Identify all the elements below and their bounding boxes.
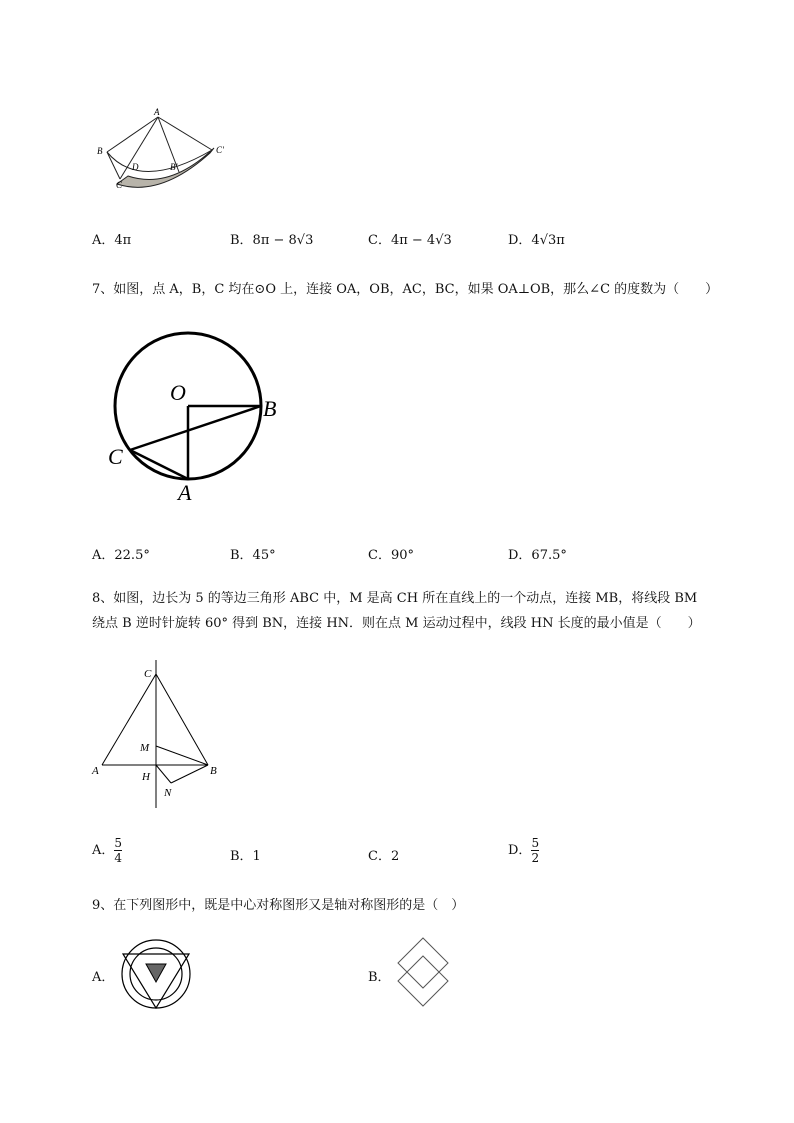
q6-label-c: C [116, 180, 123, 190]
q7-label-c: C [108, 444, 123, 469]
q8-question-line1: 8、如图，边长为 5 的等边三角形 ABC 中，M 是高 CH 所在直线上的一个动点，连接 MB，将线段 BM [92, 591, 698, 606]
q7-question: 7、如图，点 A，B，C 均在⊙O 上，连接 OA，OB，AC，BC，如果 OA⊥OB，那么∠C 的度数为（ ） [92, 282, 719, 297]
q7-option-a[interactable]: A．22.5° [92, 548, 150, 563]
q6-option-c[interactable]: C．4π − 4√3 [368, 233, 452, 248]
q9-figure-a-circle-triangle [120, 938, 192, 1010]
q7-figure [100, 320, 300, 505]
q8-question-line2: 绕点 B 逆时针旋转 60° 得到 BN，连接 HN．则在点 M 运动过程中，线段 HN 长度的最小值是（ ） [92, 616, 701, 631]
q8-option-b[interactable]: B．1 [230, 849, 261, 864]
q6-label-b: B [97, 146, 103, 156]
q9-figure-b-diamonds [393, 936, 453, 1008]
q6-label-b-prime: B' [170, 162, 178, 172]
q8-label-a: A [92, 765, 99, 777]
q8-option-a-prefix: A． [92, 843, 115, 858]
q9-option-a[interactable]: A． [92, 970, 115, 985]
q7-label-b: B [263, 396, 277, 421]
q8-label-b: B [210, 765, 217, 777]
denominator: 2 [531, 851, 540, 865]
q8-figure [90, 660, 230, 820]
fraction [531, 836, 539, 865]
q6-option-d[interactable]: D．4√3π [508, 233, 565, 248]
q6-label-d: D [132, 162, 139, 172]
fraction [114, 836, 122, 865]
q9-question: 9、在下列图形中，既是中心对称图形又是轴对称图形的是（ ） [92, 898, 465, 913]
q6-label-c-prime: C' [216, 145, 224, 155]
q7-option-c[interactable]: C．90° [368, 548, 414, 563]
q8-option-c[interactable]: C．2 [368, 849, 400, 864]
q6-label-a: A [154, 107, 160, 117]
q8-option-d[interactable] [508, 836, 539, 865]
q8-label-h: H [142, 771, 150, 783]
q8-label-c: C [144, 668, 152, 680]
denominator: 4 [114, 851, 123, 865]
q7-label-a: A [178, 480, 192, 505]
numerator: 5 [531, 836, 540, 850]
q7-label-o: O [170, 380, 186, 405]
q8-option-a[interactable] [92, 836, 122, 865]
q9-option-b[interactable]: B． [368, 970, 391, 985]
q8-label-m: M [140, 742, 150, 754]
q8-label-n: N [164, 787, 172, 799]
q6-option-a[interactable]: A．4π [92, 233, 132, 248]
q6-option-b[interactable]: B．8π − 8√3 [230, 233, 314, 248]
q7-option-d[interactable]: D．67.5° [508, 548, 567, 563]
q8-option-d-prefix: D． [508, 843, 532, 858]
numerator: 5 [114, 836, 123, 850]
q6-figure [90, 108, 250, 198]
q7-option-b[interactable]: B．45° [230, 548, 276, 563]
